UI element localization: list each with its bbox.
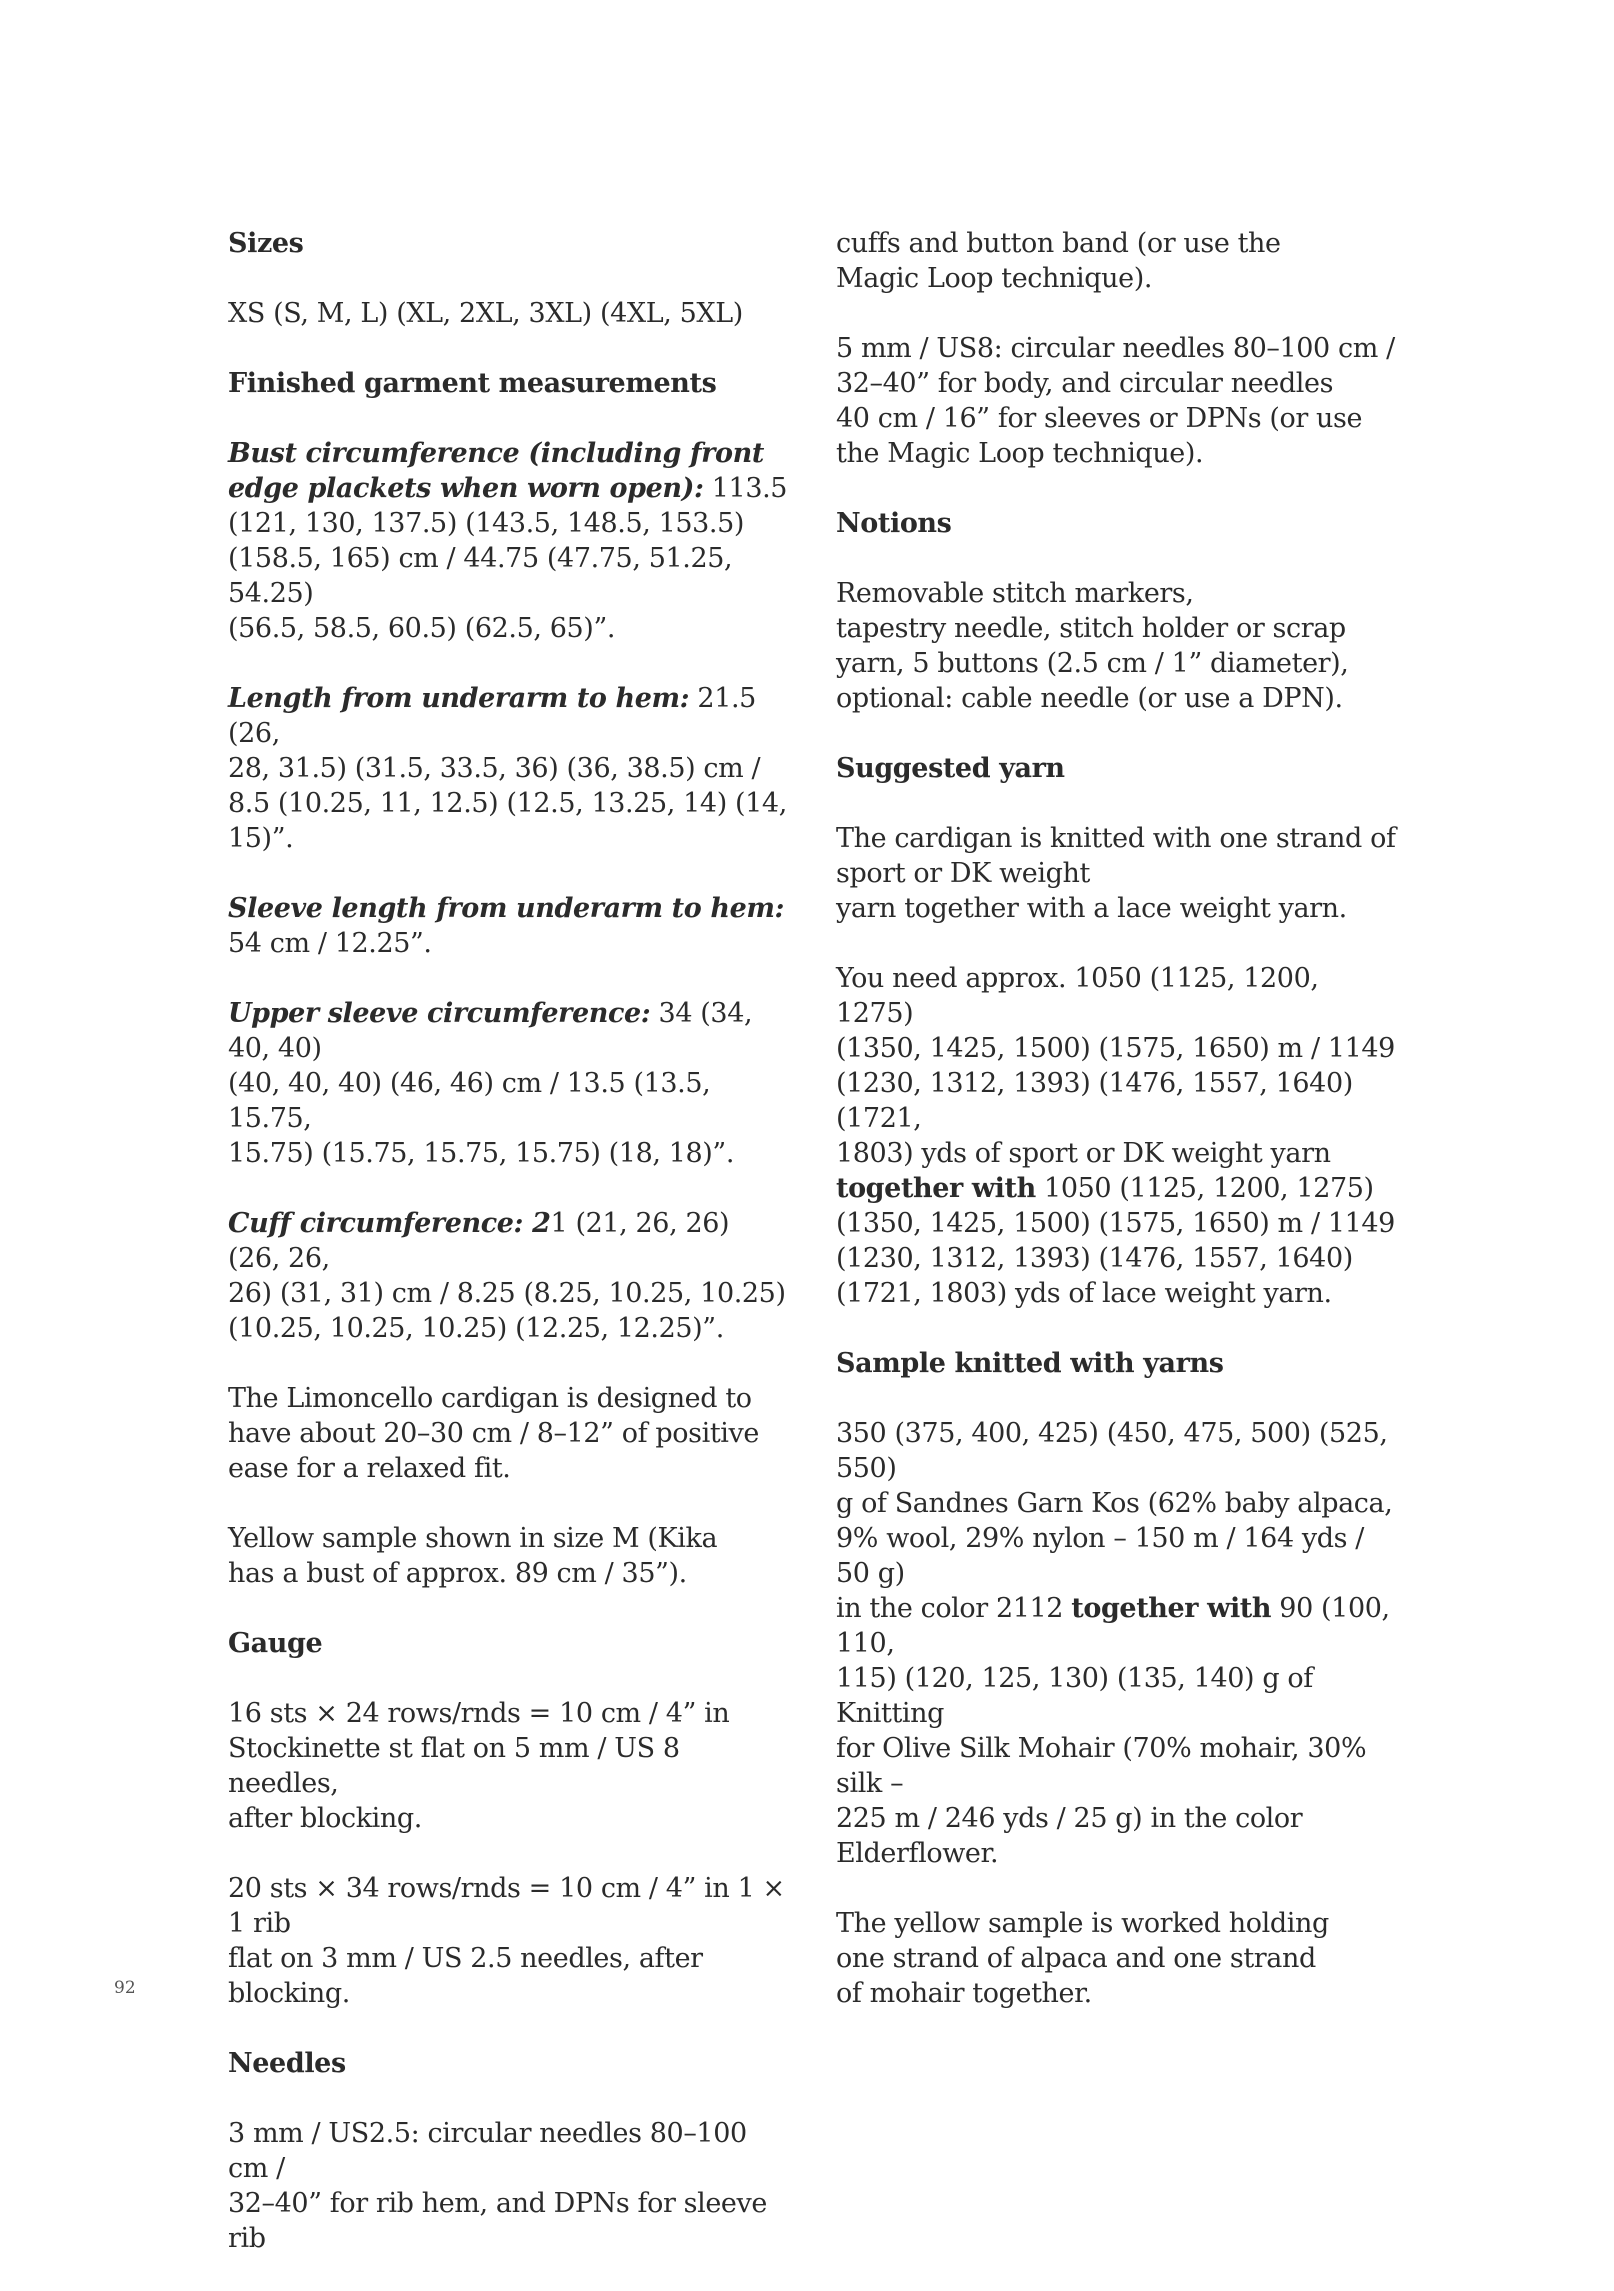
- sizes-heading: Sizes: [228, 228, 304, 259]
- sleeve-length-value: 54 cm / 12.25”.: [228, 928, 432, 959]
- holding-note: The yellow sample is worked holding one strand of alpaca and one strand of mohair together.: [836, 1908, 1329, 2009]
- needles-continued: cuffs and button band (or use the Magic Loop technique).: [836, 228, 1281, 294]
- sizes-text: XS (S, M, L) (XL, 2XL, 3XL) (4XL, 5XL): [228, 298, 743, 329]
- yarn-together-with: together with: [836, 1173, 1036, 1204]
- bust-circumference: [228, 436, 788, 646]
- gauge-rib: 20 sts × 34 rows/rnds = 10 cm / 4” in 1 × 1 rib flat on 3 mm / US 2.5 needles, after blocking.: [228, 1873, 785, 2009]
- yarn-amount-part1: You need approx. 1050 (1125, 1200, 1275) (1350, 1425, 1500) (1575, 1650) m / 1149 (1230, 1312, 1393) (1476, 1557, 1640) (1721, 1803) yds of sport or DK weight yarn: [836, 963, 1395, 1169]
- needles-small: 3 mm / US2.5: circular needles 80–100 cm / 32–40” for rib hem, and DPNs for sleeve rib: [228, 2118, 767, 2254]
- cuff-value: 1 (21, 26, 26) (26, 26, 26) (31, 31) cm / 8.25 (8.25, 10.25, 10.25) (10.25, 10.25, 10.25) (12.25, 12.25)”.: [228, 1208, 786, 1344]
- cuff-label: Cuff circumference: 2: [228, 1208, 551, 1239]
- sample-yarns-part1: 350 (375, 400, 425) (450, 475, 500) (525, 550) g of Sandnes Garn Kos (62% baby alpaca, 9% wool, 29% nylon – 150 m / 164 yds / 50 g) in the color 2112: [836, 1418, 1393, 1624]
- upper-sleeve-label: Upper sleeve circumference:: [228, 998, 651, 1029]
- upper-sleeve-value: 34 (34, 40, 40) (40, 40, 40) (46, 46) cm / 13.5 (13.5, 15.75, 15.75) (15.75, 15.75, 15.75) (18, 18)”.: [228, 998, 753, 1169]
- sleeve-length: [228, 891, 788, 961]
- measurements-heading: Finished garment measurements: [228, 368, 717, 399]
- page-number: 92: [114, 1978, 136, 1998]
- ease-note: The Limoncello cardigan is designed to have about 20–30 cm / 8–12” of positive ease for a relaxed fit.: [228, 1383, 759, 1484]
- sleeve-length-label: Sleeve length from underarm to hem:: [228, 893, 785, 924]
- suggested-yarn-heading: Suggested yarn: [836, 753, 1065, 784]
- needles-large: 5 mm / US8: circular needles 80–100 cm / 32–40” for body, and circular needles 40 cm / 16” for sleeves or DPNs (or use the Magic Loop technique).: [836, 333, 1395, 469]
- sample-together-with: together with: [1071, 1593, 1272, 1624]
- bust-value: 113.5 (121, 130, 137.5) (143.5, 148.5, 153.5) (158.5, 165) cm / 44.75 (47.75, 51.25, 54.25) (56.5, 58.5, 60.5) (62.5, 65)”.: [228, 473, 788, 644]
- left-column: [228, 226, 788, 2291]
- gauge-heading: Gauge: [228, 1628, 323, 1659]
- needles-heading: Needles: [228, 2048, 346, 2079]
- notions-heading: Notions: [836, 508, 952, 539]
- sample-yarns-heading: Sample knitted with yarns: [836, 1348, 1224, 1379]
- right-column: [836, 226, 1396, 2046]
- bust-label: Bust circumference (including front edge plackets when worn open):: [228, 438, 764, 504]
- notions-text: Removable stitch markers, tapestry needle, stitch holder or scrap yarn, 5 buttons (2.5 cm / 1” diameter), optional: cable needle (or use a DPN).: [836, 578, 1349, 714]
- sample-yarns-part2: 90 (100, 110, 115) (120, 125, 130) (135, 140) g of Knitting for Olive Silk Mohair (70% mohair, 30% silk – 225 m / 246 yds / 25 g) in the color Elderflower.: [836, 1593, 1390, 1869]
- sample-size-note: Yellow sample shown in size M (Kika has a bust of approx. 89 cm / 35”).: [228, 1523, 718, 1589]
- upper-sleeve-circumference: [228, 996, 788, 1171]
- sample-yarns-text: [836, 1416, 1396, 1871]
- length-underarm-hem: [228, 681, 788, 856]
- suggested-yarn-text: The cardigan is knitted with one strand of sport or DK weight yarn together with a lace weight yarn.: [836, 823, 1396, 924]
- length-label: Length from underarm to hem:: [228, 683, 690, 714]
- length-value: 21.5 (26, 28, 31.5) (31.5, 33.5, 36) (36, 38.5) cm / 8.5 (10.25, 11, 12.5) (12.5, 13.25, 14) (14, 15)”.: [228, 683, 787, 854]
- yarn-amount: [836, 961, 1396, 1311]
- gauge-stockinette: 16 sts × 24 rows/rnds = 10 cm / 4” in Stockinette st flat on 5 mm / US 8 needles, after blocking.: [228, 1698, 730, 1834]
- cuff-circumference: [228, 1206, 788, 1346]
- yarn-amount-part2: 1050 (1125, 1200, 1275) (1350, 1425, 1500) (1575, 1650) m / 1149 (1230, 1312, 1393) (1476, 1557, 1640) (1721, 1803) yds of lace weight yarn.: [836, 1173, 1395, 1309]
